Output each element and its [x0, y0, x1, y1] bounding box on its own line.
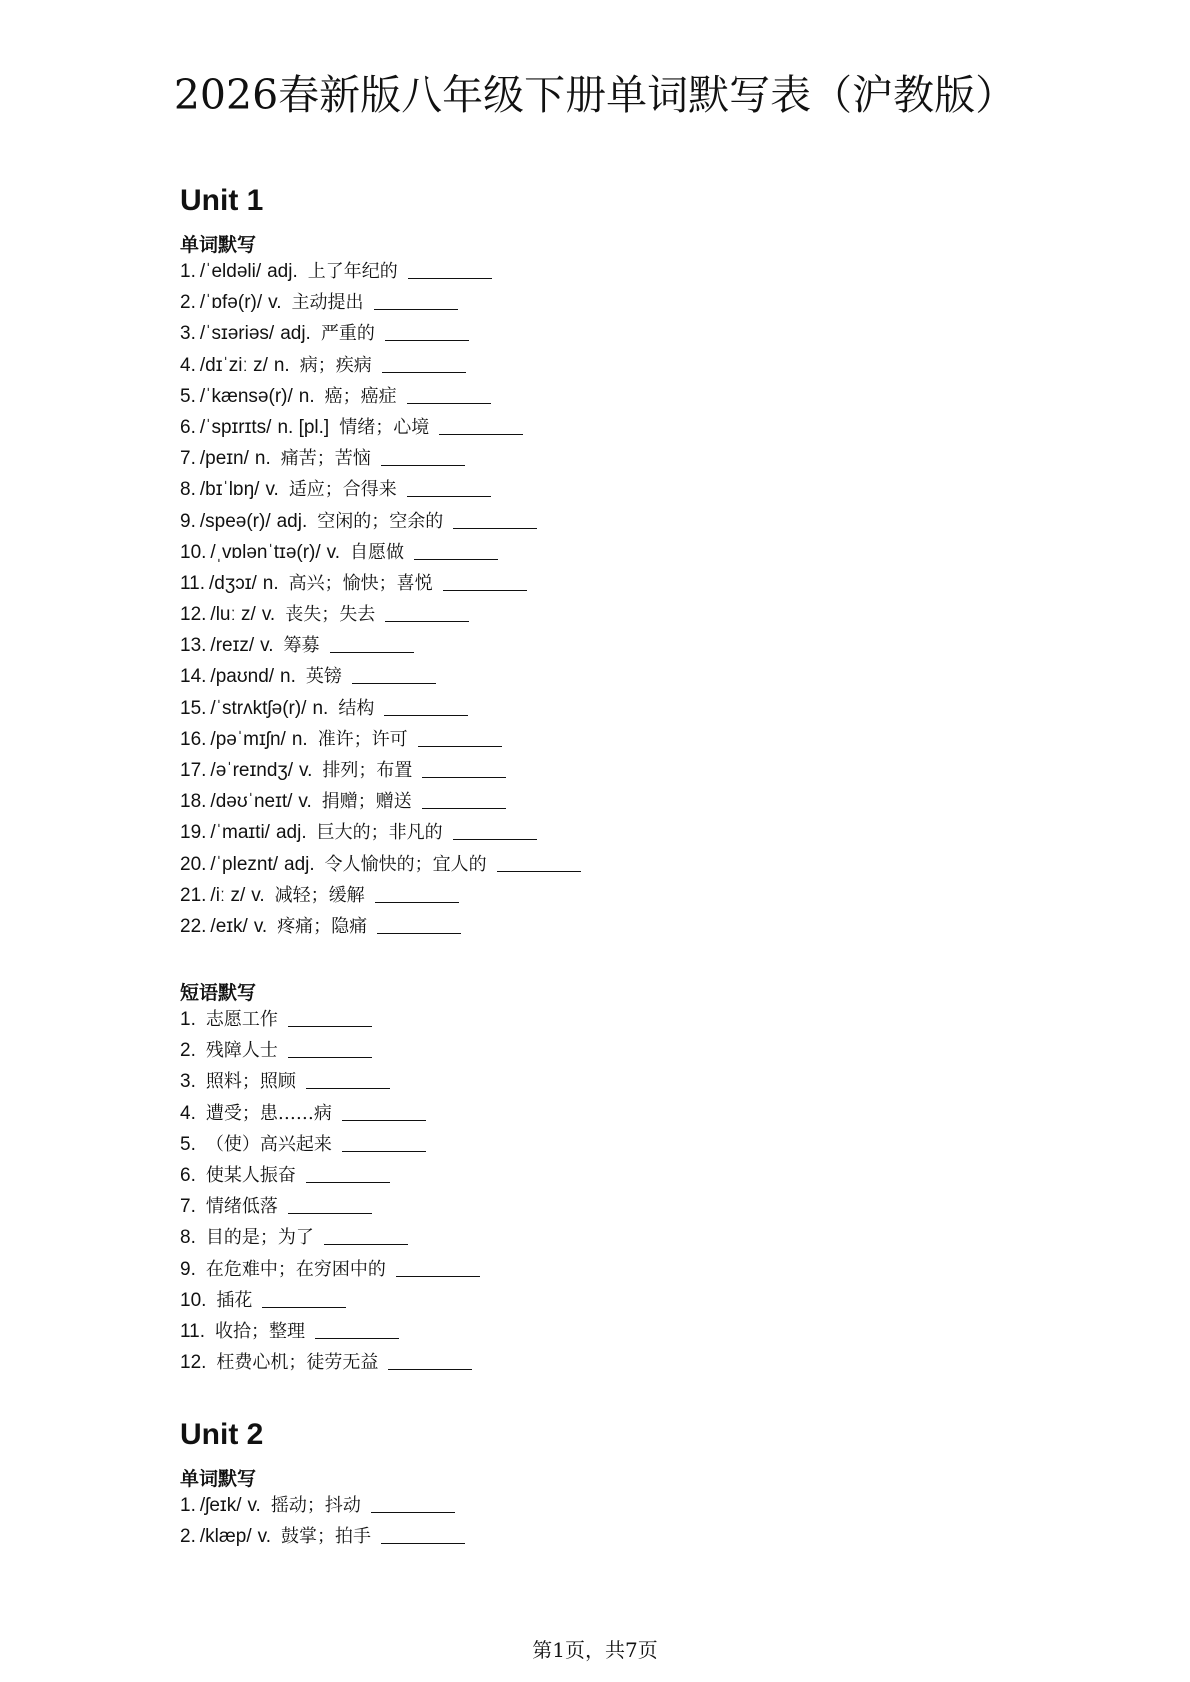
meaning: 照料；照顾 — [205, 1071, 296, 1093]
item-number: 14. — [180, 666, 207, 688]
phrase-item — [180, 1347, 480, 1378]
phonetic: /ˈmaɪti/ — [210, 822, 270, 844]
meaning: 严重的 — [320, 323, 375, 345]
meaning: 遭受；患……病 — [205, 1102, 332, 1124]
word-item — [180, 287, 581, 318]
word-item — [180, 849, 581, 880]
word-item — [180, 568, 581, 599]
phonetic: /ˈpleznt/ — [210, 853, 279, 875]
item-number: 18. — [180, 791, 207, 813]
word-item — [180, 350, 581, 381]
word-item — [180, 474, 581, 505]
unit-1-phrase-section-label: 短语默写 — [180, 982, 257, 1004]
unit-2-word-section-label: 单词默写 — [180, 1468, 257, 1490]
meaning: 情绪低落 — [205, 1196, 278, 1218]
part-of-speech: n. — [254, 448, 271, 470]
phonetic: /speə(r)/ — [199, 510, 271, 532]
unit-2-heading: Unit 2 — [180, 1418, 264, 1451]
item-number: 11. — [180, 572, 206, 594]
page-title: 2026春新版八年级下册单词默写表（沪教版） — [173, 71, 1017, 119]
part-of-speech: n. — [280, 666, 296, 688]
meaning: 痛苦；苦恼 — [280, 448, 371, 470]
phonetic: /dɪˈziː z/ — [199, 354, 268, 376]
meaning: 空闲的；空余的 — [317, 510, 444, 532]
answer-blank — [396, 1258, 480, 1277]
phrase-item — [180, 1066, 480, 1097]
answer-blank — [288, 1195, 372, 1214]
phonetic: /ˈkænsə(r)/ — [199, 385, 293, 407]
answer-blank — [374, 291, 458, 310]
part-of-speech: n. — [262, 572, 279, 594]
answer-blank — [443, 572, 527, 591]
part-of-speech: v. — [257, 1526, 271, 1548]
meaning: 准许；许可 — [317, 728, 408, 750]
meaning: 丧失；失去 — [285, 604, 376, 626]
item-number: 7. — [180, 448, 196, 470]
answer-blank — [422, 790, 506, 809]
item-number: 1. — [180, 1495, 196, 1516]
item-number: 10. — [180, 541, 207, 563]
word-item — [180, 318, 581, 349]
item-number: 10. — [180, 1289, 207, 1311]
phonetic: /ˈsɪəriəs/ — [199, 323, 275, 345]
meaning: 自愿做 — [350, 541, 405, 563]
meaning: 筹募 — [283, 635, 320, 657]
meaning: 高兴；愉快；喜悦 — [288, 572, 433, 594]
phonetic: /bɪˈlɒŋ/ — [199, 479, 260, 501]
phrase-item — [180, 1254, 480, 1285]
meaning: 癌；癌症 — [324, 385, 397, 407]
word-item — [180, 443, 581, 474]
item-number: 1. — [180, 261, 196, 282]
answer-blank — [288, 1008, 372, 1027]
answer-blank — [497, 853, 581, 872]
part-of-speech: v. — [299, 760, 313, 781]
part-of-speech: adj. — [267, 261, 298, 282]
phrase-item — [180, 1035, 480, 1066]
answer-blank — [381, 1525, 465, 1544]
answer-blank — [382, 354, 466, 373]
meaning: 枉费心机；徒劳无益 — [216, 1352, 379, 1374]
meaning: 疼痛；隐痛 — [277, 915, 368, 937]
answer-blank — [315, 1320, 399, 1339]
word-item — [180, 381, 581, 412]
item-number: 21. — [180, 884, 207, 906]
meaning: 令人愉快的；宜人的 — [324, 853, 487, 875]
part-of-speech: v. — [251, 884, 265, 906]
answer-blank — [418, 728, 502, 747]
item-number: 17. — [180, 760, 207, 781]
word-item — [180, 506, 581, 537]
word-item — [180, 693, 581, 724]
item-number: 9. — [180, 510, 196, 532]
meaning: 英镑 — [305, 666, 342, 688]
word-item — [180, 724, 581, 755]
item-number: 6. — [180, 1164, 196, 1186]
answer-blank — [324, 1226, 408, 1245]
answer-blank — [414, 541, 498, 560]
phrase-item — [180, 1316, 480, 1347]
meaning: 情绪；心境 — [339, 416, 430, 438]
phrase-item — [180, 1129, 480, 1160]
meaning: 志愿工作 — [205, 1009, 278, 1030]
meaning: 病；疾病 — [299, 354, 372, 376]
phonetic: /dəʊˈneɪt/ — [210, 791, 293, 813]
phonetic: /ˈstrʌktʃə(r)/ — [210, 697, 307, 719]
word-item — [180, 661, 581, 692]
answer-blank — [388, 1351, 472, 1370]
word-item — [180, 880, 581, 911]
phonetic: /eɪk/ — [210, 915, 248, 937]
part-of-speech: adj. — [276, 510, 308, 532]
word-item — [180, 1521, 465, 1552]
meaning: 结构 — [338, 697, 375, 719]
part-of-speech: n. — [298, 385, 315, 407]
answer-blank — [453, 510, 537, 529]
item-number: 2. — [180, 1526, 196, 1548]
unit-1-word-list — [180, 256, 581, 942]
phonetic: /ˈɒfə(r)/ — [199, 292, 263, 314]
item-number: 13. — [180, 635, 207, 657]
part-of-speech: v. — [268, 292, 282, 314]
answer-blank — [371, 1494, 455, 1513]
unit-1-heading: Unit 1 — [180, 184, 264, 217]
answer-blank — [408, 260, 492, 279]
answer-blank — [385, 603, 469, 622]
part-of-speech: v. — [260, 635, 274, 657]
part-of-speech: n. [pl.] — [277, 416, 330, 438]
phonetic: /peɪn/ — [199, 448, 249, 470]
answer-blank — [306, 1164, 390, 1183]
answer-blank — [422, 759, 506, 778]
page-footer: 第1页，共7页 — [532, 1638, 658, 1662]
meaning: 上了年纪的 — [307, 261, 398, 282]
word-item — [180, 1490, 465, 1521]
item-number: 3. — [180, 323, 196, 345]
answer-blank — [330, 634, 414, 653]
phonetic: /ˈspɪrɪts/ — [199, 416, 272, 438]
phonetic: /dʒɔɪ/ — [209, 572, 257, 594]
phonetic: /ˈeldəli/ — [199, 261, 262, 282]
unit-2-word-list — [180, 1490, 465, 1552]
answer-blank — [288, 1039, 372, 1058]
item-number: 8. — [180, 1227, 196, 1249]
phonetic: /iː z/ — [210, 884, 246, 906]
meaning: 鼓掌；拍手 — [280, 1526, 371, 1548]
part-of-speech: adj. — [275, 822, 307, 844]
item-number: 5. — [180, 385, 196, 407]
item-number: 4. — [180, 1102, 196, 1124]
word-item — [180, 412, 581, 443]
meaning: 摇动；抖动 — [270, 1495, 361, 1516]
phrase-item — [180, 1098, 480, 1129]
answer-blank — [439, 416, 523, 435]
item-number: 12. — [180, 1352, 207, 1374]
phonetic: /luː z/ — [210, 604, 256, 626]
part-of-speech: v. — [265, 479, 279, 501]
phonetic: /ˌvɒlənˈtɪə(r)/ — [210, 541, 321, 563]
answer-blank — [407, 385, 491, 404]
meaning: 捐赠；赠送 — [321, 791, 412, 813]
phrase-item — [180, 1222, 480, 1253]
meaning: 收拾；整理 — [215, 1320, 306, 1342]
answer-blank — [377, 915, 461, 934]
part-of-speech: n. — [273, 354, 290, 376]
part-of-speech: v. — [247, 1495, 261, 1516]
meaning: 插花 — [216, 1289, 253, 1311]
meaning: 主动提出 — [291, 292, 364, 314]
meaning: 排列；布置 — [322, 760, 413, 781]
word-item — [180, 755, 581, 786]
phrase-item — [180, 1191, 480, 1222]
part-of-speech: v. — [326, 541, 341, 563]
phonetic: /klæp/ — [199, 1526, 252, 1548]
phonetic: /reɪz/ — [210, 635, 255, 657]
item-number: 5. — [180, 1133, 196, 1155]
item-number: 16. — [180, 728, 207, 750]
item-number: 3. — [180, 1071, 196, 1093]
meaning: 在危难中；在穷困中的 — [205, 1258, 386, 1280]
item-number: 9. — [180, 1258, 196, 1280]
word-item — [180, 911, 581, 942]
item-number: 22. — [180, 915, 207, 937]
word-item — [180, 817, 581, 848]
phrase-item — [180, 1160, 480, 1191]
word-item — [180, 786, 581, 817]
answer-blank — [342, 1133, 426, 1152]
answer-blank — [306, 1070, 390, 1089]
answer-blank — [381, 447, 465, 466]
answer-blank — [262, 1289, 346, 1308]
item-number: 12. — [180, 604, 207, 626]
item-number: 6. — [180, 416, 196, 438]
meaning: （使）高兴起来 — [205, 1133, 332, 1155]
item-number: 2. — [180, 1040, 196, 1062]
answer-blank — [375, 884, 459, 903]
answer-blank — [384, 697, 468, 716]
word-item — [180, 256, 581, 287]
answer-blank — [385, 322, 469, 341]
meaning: 适应；合得来 — [288, 479, 397, 501]
answer-blank — [407, 478, 491, 497]
item-number: 1. — [180, 1009, 196, 1030]
phonetic: /ʃeɪk/ — [199, 1495, 242, 1516]
part-of-speech: v. — [298, 791, 312, 813]
meaning: 巨大的；非凡的 — [316, 822, 443, 844]
unit-1-word-section-label: 单词默写 — [180, 234, 257, 256]
item-number: 11. — [180, 1320, 206, 1342]
meaning: 残障人士 — [205, 1040, 278, 1062]
phonetic: /pəˈmɪʃn/ — [210, 728, 286, 750]
part-of-speech: adj. — [284, 853, 315, 875]
phonetic: /əˈreɪndʒ/ — [210, 760, 294, 781]
item-number: 19. — [180, 822, 207, 844]
meaning: 目的是；为了 — [205, 1227, 314, 1249]
part-of-speech: v. — [261, 604, 276, 626]
part-of-speech: v. — [253, 915, 268, 937]
answer-blank — [453, 821, 537, 840]
answer-blank — [342, 1102, 426, 1121]
part-of-speech: n. — [291, 728, 308, 750]
word-item — [180, 599, 581, 630]
item-number: 4. — [180, 354, 196, 376]
word-item — [180, 537, 581, 568]
word-item — [180, 630, 581, 661]
part-of-speech: adj. — [280, 323, 311, 345]
meaning: 减轻；缓解 — [274, 884, 365, 906]
item-number: 15. — [180, 697, 207, 719]
unit-1-phrase-list — [180, 1004, 480, 1378]
phrase-item — [180, 1004, 480, 1035]
item-number: 2. — [180, 292, 196, 314]
part-of-speech: n. — [312, 697, 329, 719]
phonetic: /paʊnd/ — [210, 666, 275, 688]
item-number: 20. — [180, 853, 207, 875]
answer-blank — [352, 665, 436, 684]
phrase-item — [180, 1285, 480, 1316]
item-number: 8. — [180, 479, 196, 501]
item-number: 7. — [180, 1196, 196, 1218]
meaning: 使某人振奋 — [205, 1164, 296, 1186]
